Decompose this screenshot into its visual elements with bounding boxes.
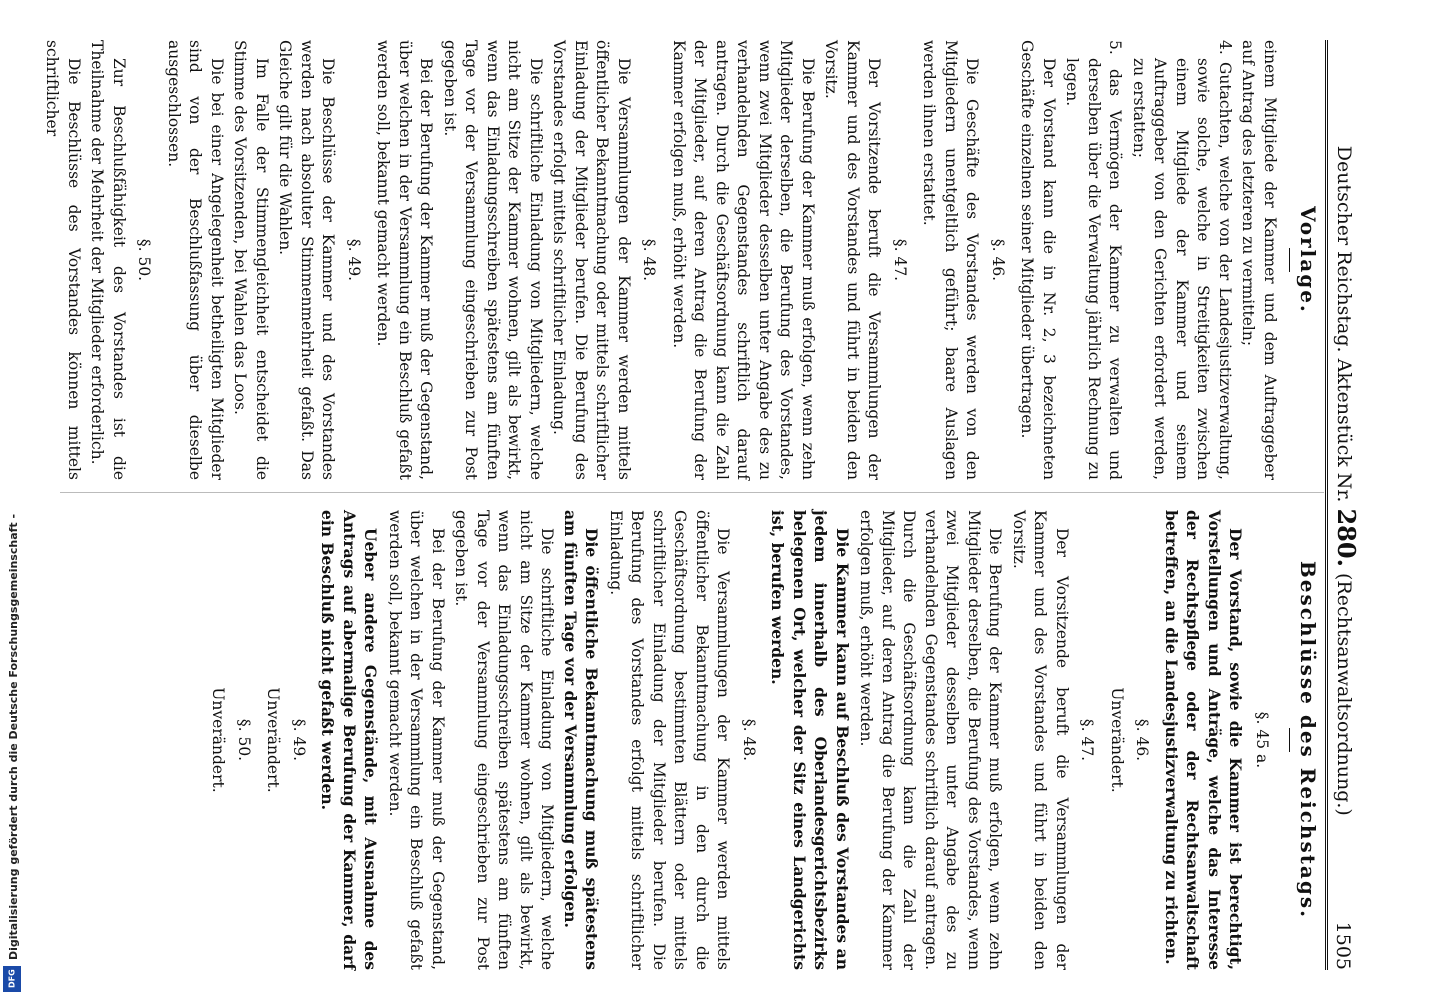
paragraph: Die Geschäfte des Vorstandes werden von den Mitgliedern unentgeltlich geführt; baare Auslagen werden ihnen erstattet. [920, 40, 982, 480]
header-subtitle: (Rechtsanwaltsordnung.) [1333, 572, 1355, 816]
list-item: 4. Gutachten, welche von der Landesjustizverwaltung, sowie solche, welche in Streitigkeiten zwischen einem Mitgliede der Kammer und seinem Auftraggeber von den Gerichten erfordert werden, zu erstatten; [1130, 40, 1234, 480]
unchanged-note: Unverändert. [264, 687, 283, 793]
paragraph: Die Beschlüsse der Kammer und des Vorstandes werden nach absoluter Stimmenmehrheit gefaßt. Das Gleiche gilt für die Wahlen. [276, 40, 338, 480]
document-number: 280. [1332, 508, 1361, 567]
paragraph: Die Versammlungen der Kammer werden mittels öffentlicher Bekanntmachung oder mittels schriftlicher Einladung der Mitglieder berufen. Die Berufung des Vorstandes erfolgt mittels schriftlicher Einladung. [550, 40, 633, 480]
section-heading: §. 49. [290, 718, 308, 762]
paragraph: Der Vorstand, sowie die Kammer ist berechtigt, Vorstellungen und Anträge, welche das Interesse der Rechtspflege oder der Rechtsanwaltschaft betreffen, an die Landesjustizverwaltung zu richten. [1162, 510, 1246, 970]
paragraph: Im Falle der Stimmengleichheit entscheidet die Stimme des Vorsitzenden, bei Wahlen das Loos. [231, 40, 271, 480]
paragraph: Der Vorsitzende beruft die Versammlungen der Kammer und des Vorstandes und führt in beiden den Vorsitz. [1010, 510, 1071, 970]
paragraph: Die schriftliche Einladung von Mitgliedern, welche nicht am Sitze der Kammer wohnen, gilt als bewirkt, wenn das Einladungsschreiben spätestens am fünften Tage vor der Versammlung eingeschrieben zur Post gegeben ist. [452, 510, 557, 970]
section-heading: §. 45 a. [1253, 711, 1271, 769]
page-header [1325, 40, 1372, 970]
unchanged-note: Unverändert. [209, 687, 228, 793]
heading-rule [1289, 248, 1290, 272]
left-column-heading: Vorlage. [1296, 206, 1320, 314]
paragraph: Die Kammer kann auf Beschluß des Vorstandes an jedem innerhalb des Oberlandesgerichtsbezirks belegenen Ort, welcher der Sitz eines Landgerichts ist, berufen werden. [768, 510, 852, 970]
section-heading: §. 47. [891, 238, 909, 282]
section-heading: §. 46. [989, 238, 1007, 282]
header-title-block [1332, 40, 1361, 922]
paragraph: Die Versammlungen der Kammer werden mittels öffentlicher Bekanntmachung in den durch die Geschäftsordnung bestimmten Blättern oder mittels schriftlicher Einladung der Mitglieder berufen. Die Berufung des Vorstandes erfolgt mittels schriftlicher Einladung. [607, 510, 733, 970]
paragraph: einem Mitgliede der Kammer und dem Auftraggeber auf Antrag des letzteren zu vermitteln; [1239, 40, 1279, 480]
paragraph: Der Vorstand kann die in Nr. 2, 3 bezeichneten Geschäfte einzelnen seiner Mitglieder übertragen. [1018, 40, 1058, 480]
paragraph: Bei der Berufung der Kammer muß der Gegenstand, über welchen in der Versammlung ein Beschluß gefaßt werden soll, bekannt gemacht werden. [374, 40, 436, 480]
document-page [43, 0, 1380, 1000]
section-heading: §. 50. [235, 718, 253, 762]
header-title: Deutscher Reichstag. Aktenstück Nr. [1333, 145, 1355, 503]
paragraph: Zur Beschlußfähigkeit des Vorstandes ist die Theilnahme der Mehrheit der Mitglieder erforderlich. [88, 40, 128, 480]
page-number: 1505 [1332, 921, 1354, 970]
column-divider [60, 492, 1324, 493]
paragraph: Die Berufung der Kammer muß erfolgen, wenn zehn Mitglieder derselben, die Berufung des Vorstandes, wenn zwei Mitglieder desselben unter Angabe des zu verhandelnden Gegenstandes schriftlich darauf antragen. Durch die Geschäftsordnung kann die Zahl der Mitglieder, auf deren Antrag die Berufung der Kammer erfolgen muß, erhöht werden. [670, 40, 817, 480]
dfg-logo: DFG [3, 966, 21, 992]
unchanged-note: Unverändert. [1108, 687, 1126, 793]
footer-credit-text: Digitalisierung gefördert durch die Deutsche Forschungsgemeinschaft - [7, 513, 20, 960]
section-heading: §. 50. [135, 238, 154, 282]
right-column-heading: Beschlüsse des Reichstags. [1296, 560, 1320, 920]
paragraph: Die schriftliche Einladung von Mitgliedern, welche nicht am Sitze der Kammer wohnen, gilt als bewirkt, wenn das Einladungsschreiben spätestens am fünften Tage vor der Versammlung eingeschrieben zur Post gegeben ist. [441, 40, 545, 480]
section-heading: §. 48. [740, 718, 758, 762]
digitization-footer [0, 0, 24, 1000]
paragraph: Bei der Berufung der Kammer muß der Gegenstand, über welchen in der Versammlung ein Beschluß gefaßt werden soll, bekannt gemacht werden. [386, 510, 447, 970]
vorlage-column [39, 40, 1280, 480]
paragraph: Die Berufung der Kammer muß erfolgen, wenn zehn Mitglieder derselben, die Berufung des Vorstandes, wenn zwei Mitglieder desselben unter Angabe des zu verhandelnden Gegenstandes schriftlich darauf antragen. Durch die Geschäftsordnung kann die Zahl der Mitglieder, auf deren Antrag die Berufung der Kammer erfolgen muß, erhöht werden. [857, 510, 1005, 970]
section-heading: §. 46. [1133, 718, 1152, 762]
paragraph: Die bei einer Angelegenheit betheiligten Mitglieder sind von der Beschlußfassung über dieselbe ausgeschlossen. [165, 40, 226, 480]
heading-rule [1289, 728, 1290, 752]
section-heading: §. 48. [640, 238, 659, 282]
paragraph: Die öffentliche Bekanntmachung muß spätestens am fünften Tage vor der Versammlung erfolgen. [561, 510, 602, 970]
list-item: 5. das Vermögen der Kammer zu verwalten und derselben über die Verwaltung jährlich Rechnung zu legen. [1063, 40, 1125, 480]
paragraph: Der Vorsitzende beruft die Versammlungen der Kammer und des Vorstandes und führt in beiden den Vorsitz. [822, 40, 884, 480]
paragraph: Die Beschlüsse des Vorstandes können mittels schriftlicher [43, 40, 83, 480]
paragraph: Ueber andere Gegenstände, mit Ausnahme des Antrags auf abermalige Berufung der Kammer, darf ein Beschluß nicht gefaßt werden. [318, 510, 381, 970]
beschluesse-column [201, 510, 1280, 970]
section-heading: §. 49. [345, 238, 363, 282]
section-heading: §. 47. [1078, 718, 1097, 762]
